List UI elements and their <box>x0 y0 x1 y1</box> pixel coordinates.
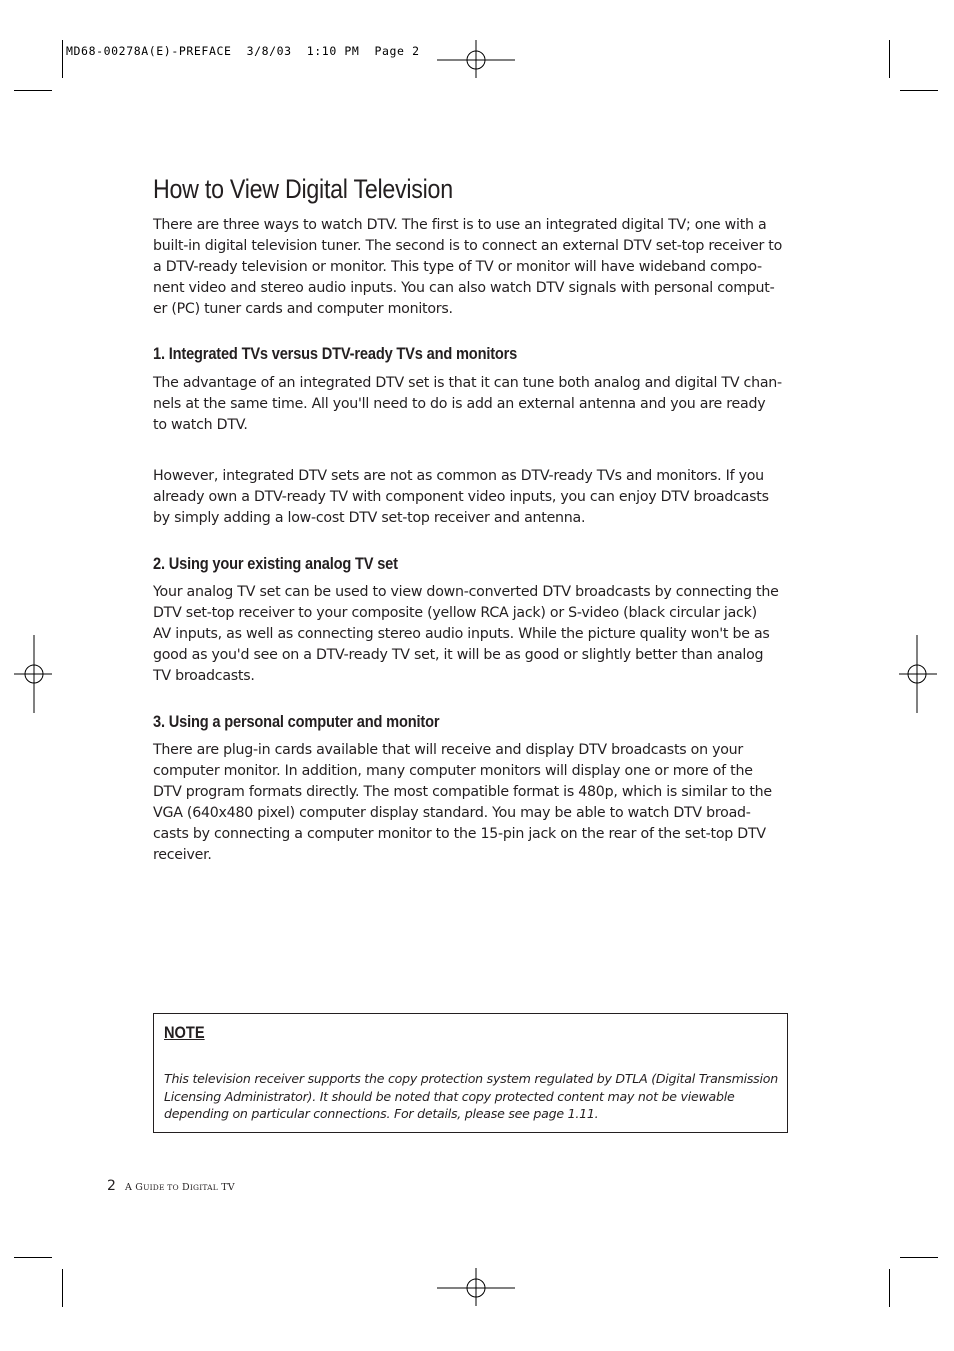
section-1-paragraph-1 <box>153 373 793 436</box>
section-heading-integrated-tvs: 1. Integrated TVs versus DTV-ready TVs and monitors <box>153 344 518 363</box>
section-3-paragraph <box>153 740 793 866</box>
text-line: to watch DTV. <box>153 417 248 433</box>
text-line: computer monitor. In addition, many computer monitors will display one or more of the <box>153 763 753 779</box>
text-line: Your analog TV set can be used to view down-converted DTV broadcasts by connecting the <box>153 584 779 600</box>
note-text <box>164 1070 784 1123</box>
section-2-paragraph <box>153 582 793 687</box>
text-line: The advantage of an integrated DTV set is that it can tune both analog and digital TV chan- <box>153 375 782 391</box>
text-line: However, integrated DTV sets are not as common as DTV-ready TVs and monitors. If you <box>153 468 764 484</box>
text-line: built-in digital television tuner. The second is to connect an external DTV set-top receiver to <box>153 238 783 254</box>
note-heading: NOTE <box>164 1023 205 1042</box>
registration-mark-bottom <box>437 1268 517 1308</box>
text-line: TV broadcasts. <box>153 668 255 684</box>
text-line: There are plug-in cards available that will receive and display DTV broadcasts on your <box>153 742 743 758</box>
section-heading-personal-computer: 3. Using a personal computer and monitor <box>153 712 440 731</box>
text-line: DTV program formats directly. The most compatible format is 480p, which is similar to the <box>153 784 772 800</box>
footer-label: A GUIDE TO DIGITAL TV <box>125 1182 235 1193</box>
text-line: Licensing Administrator). It should be noted that copy protected content may not be viewable <box>164 1088 735 1104</box>
registration-mark-right <box>897 635 937 713</box>
page-footer <box>107 1175 235 1194</box>
text-line: AV inputs, as well as connecting stereo audio inputs. While the picture quality won't be as <box>153 626 770 642</box>
text-line: a DTV-ready television or monitor. This type of TV or monitor will have wideband compo- <box>153 259 762 275</box>
intro-paragraph <box>153 215 793 320</box>
registration-mark-top <box>437 40 517 80</box>
printer-slug: MD68-00278A(E)-PREFACE 3/8/03 1:10 PM Page 2 <box>66 44 420 58</box>
text-line: depending on particular connections. For details, please see page 1.11. <box>164 1106 599 1121</box>
section-1-paragraph-2 <box>153 466 793 529</box>
text-line: good as you'd see on a DTV-ready TV set, it will be as good or slightly better than analog <box>153 647 764 663</box>
text-line: There are three ways to watch DTV. The first is to use an integrated digital TV; one with a <box>153 217 767 233</box>
text-line: casts by connecting a computer monitor to the 15-pin jack on the rear of the set-top DTV <box>153 826 766 842</box>
page-number: 2 <box>107 1178 116 1194</box>
page-title: How to View Digital Television <box>153 174 453 204</box>
text-line: nels at the same time. All you'll need to do is add an external antenna and you are ready <box>153 396 766 412</box>
text-line: nent video and stereo audio inputs. You can also watch DTV signals with personal comput- <box>153 280 775 296</box>
text-line: VGA (640x480 pixel) computer display standard. You may be able to watch DTV broad- <box>153 805 751 821</box>
text-line: by simply adding a low-cost DTV set-top receiver and antenna. <box>153 510 586 526</box>
text-line: This television receiver supports the copy protection system regulated by DTLA (Digital Transmission <box>164 1071 778 1086</box>
text-line: already own a DTV-ready TV with component video inputs, you can enjoy DTV broadcasts <box>153 489 769 505</box>
text-line: er (PC) tuner cards and computer monitors. <box>153 301 453 317</box>
section-heading-analog-tv: 2. Using your existing analog TV set <box>153 554 398 573</box>
registration-mark-left <box>14 635 54 713</box>
text-line: DTV set-top receiver to your composite (yellow RCA jack) or S-video (black circular jack) <box>153 605 757 621</box>
text-line: receiver. <box>153 847 212 863</box>
